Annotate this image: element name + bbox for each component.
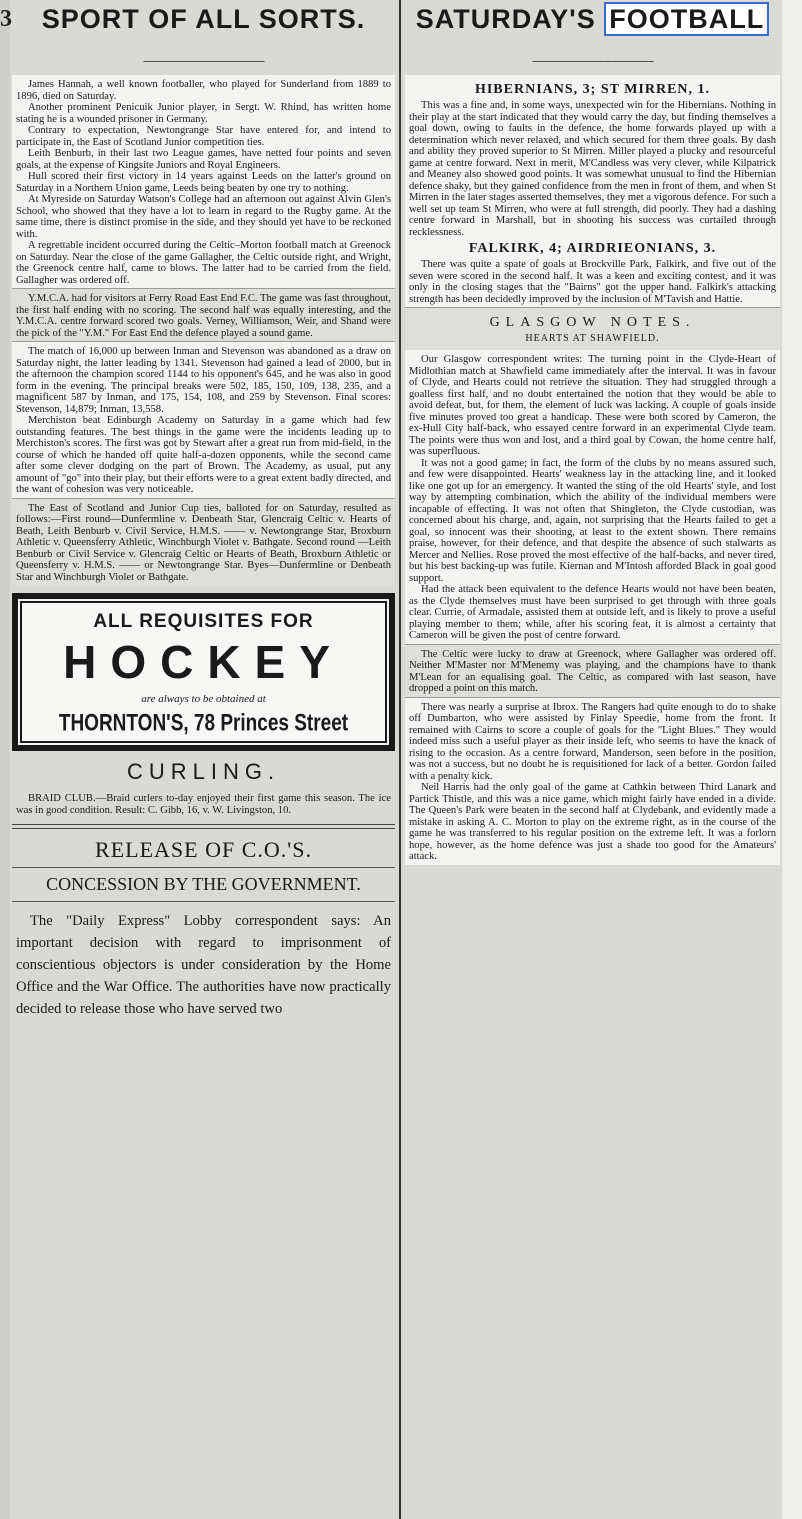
ornament-rule (405, 54, 780, 69)
paragraph: It was not a good game; in fact, the form of the clubs by no means assured such, and few were disappointed. Hearts' weakness lay in the attacking line, and it looked like one got up for an emergency. It wanted the sting of the old Hearts' style, and lost way by attempting combination, which the ability of the individual members were incapable of effecting. It was not often that Shingleton, the Clyde custodian, was concerned about his charge, and, again, not surprising that the Hearts failed to get a goal, so innocent was their shooting, at least to the extent shown. There remains praise, however, for their defence, and that despite the absence of such stalwarts as Mercer and Nellies. Rose proved the most effective of the half-backs, and never tired, but his best backing-up was futile. Kiernan and M'Intosh afforded Black in goal good support. (409, 457, 776, 584)
hibs-report (405, 75, 780, 307)
paragraph: Leith Benburb, in their last two League games, have netted four points and seven goals, at the expense of Kingsite Juniors and Royal Engineers. (16, 148, 391, 171)
match-title: FALKIRK, 4; AIRDRIEONIANS, 3. (468, 241, 717, 256)
paragraph: Merchiston beat Edinburgh Academy on Saturday in a game which had few outstanding features. The best things in the game were the incidents leading up to Merchiston's scores. The first was got by Stewart after a great run from mid-field, in the course of which he handed off quite half-a-dozen opponents, while the second came after some clever dodging on the part of Brown. The Academy, as usual, put any amount of "go" into their play, but their efforts were to a great extent badly directed, and the want of cohesion was very noticeable. (16, 415, 391, 495)
football-header-highlight: FOOTBALL (604, 2, 769, 36)
sport-header: SPORT OF ALL SORTS. (41, 4, 366, 34)
paragraph: Hull scored their first victory in 14 years against Leeds on the latter's ground on Saturday in a Northern Union game, Leeds being beaten by one try to nothing. (16, 171, 391, 194)
paragraph: James Hannah, a well known footballer, who played for Sunderland from 1889 to 1896, died on Saturday. (16, 79, 391, 102)
left-column (12, 0, 395, 1519)
paragraph: Neil Harris had the only goal of the game at Cathkin between Third Lanark and Partick Thistle, and this was a nice game, which might fairly have ended in a divide. The Queen's Park were beaten in the second half at Clydebank, and evidently made a mistake in asking A. C. Morton to play on the extreme right, as in the course of the game he was transferred to his regular position on the extreme left. It was a forlorn hope, however, as the home defence was just a shade too good for the Amateurs' attack. (409, 782, 776, 862)
edge-fragment: 3 (0, 6, 12, 32)
ymca-note (12, 288, 395, 341)
football-header-prefix: SATURDAY'S (415, 4, 596, 34)
cup-ties-note (12, 498, 395, 586)
section-subtitle: HEARTS AT SHAWFIELD. (525, 333, 660, 344)
curling-title: CURLING. (126, 759, 281, 784)
right-margin-strip (782, 0, 802, 1519)
paragraph: Y.M.C.A. had for visitors at Ferry Road East End F.C. The game was fast throughout, the first half ending with no scoring. The second half was equally interesting, and the Y.M.C.A. centre forward scored two goals. Verney, Williamson, Weir, and Shand were the pick of the "Y.M." For East End the defence played a sound game. (16, 293, 391, 339)
right-column (405, 0, 780, 1519)
paragraph: Had the attack been equivalent to the defence Hearts would not have been beaten, as the Clyde themselves must have been surprised to get through with three goals clear. Currie, of Armadale, assisted them at outside left, and is likely to prove a useful playing member to them; while, after his scoring feat, it is almost a certainty that Cameron will be given the post of centre forward. (409, 584, 776, 641)
billiards-note (12, 341, 395, 498)
ornament-rule (12, 54, 395, 69)
celtic-note (405, 644, 780, 697)
glasgow-notes (405, 307, 780, 350)
sport-notes (12, 75, 395, 288)
advert-subline: are always to be obtained at (141, 693, 266, 705)
paragraph: There was quite a spate of goals at Brockville Park, Falkirk, and five out of the seven were scored in the second half. It was a keen and exciting contest, and it was only in the closing stages that the "Bairns" got the upper hand. Falkirk's attacking strength has been decidedly improved by the inclusion of M'Tavish and Hattie. (409, 259, 776, 305)
release-title: RELEASE OF C.O.'S. (95, 837, 312, 862)
section-rule (12, 901, 395, 902)
section-title: GLASGOW NOTES. (489, 315, 696, 330)
concession-title: CONCESSION BY THE GOVERNMENT. (46, 874, 361, 894)
match-title: HIBERNIANS, 3; ST MIRREN, 1. (474, 82, 711, 97)
paragraph: Another prominent Penicuik Junior player, in Sergt. W. Rhind, has written home stating he is a wounded prisoner in Germany. (16, 102, 391, 125)
hockey-advert (12, 593, 395, 751)
paragraph: The "Daily Express" Lobby correspondent says: An important decision with regard to imprisonment of conscientious objectors is under consideration by the Home Office and the War Office. The authorities have now practically decided to release those who have served two (16, 913, 391, 1017)
glasgow-text (405, 350, 780, 644)
concession-text (12, 906, 395, 1022)
paragraph: A regrettable incident occurred during the Celtic–Morton football match at Greenock on Saturday. Near the close of the game Gallagher, the Celtic outside right, and Wright, the Greenock centre half, came to blows. The latter had to be carried from the field. Gallagher was ordered off. (16, 240, 391, 286)
football-header (405, 0, 780, 52)
advert-address: THORNTON'S, 78 Princes Street (58, 710, 349, 737)
rangers-note (405, 697, 780, 865)
paragraph: The East of Scotland and Junior Cup ties, balloted for on Saturday, resulted as follows:—First round—Dunfermline v. Denbeath Star, Glencraig Celtic v. Hearts of Beath, Leith Benburb v. Civil Service, H.M.S. —— v. Newtongrange Star, Broxburn Athletic v. Queensferry Athletic, Winchburgh Violet v. Bathgate. Second round —Leith Benburb or Civil Service v. Glencraig Celtic or Hearts of Beath, Broxburn Athletic or Queensferry v. H.M.S. —— or Newtongrange Star. Byes—Dunfermline or Denbeath Star and Winchburgh Violet or Bathgate. (16, 502, 391, 583)
section-rule (12, 824, 395, 829)
paragraph: Our Glasgow correspondent writes: The turning point in the Clyde-Heart of Midlothian match at Shawfield came immediately after the interval. It was in favour of Clyde, and Hearts could not retrieve the situation. They had struggled through a goalless first half, and no doubt entertained the notion that they would be able to avoid defeat, but, for them, the element of luck was lacking. A couple of goals inside five minutes proved too great a handicap. These were both scored by Cameron, the ex-Hull City half-back, who essayed centre forward in an experimental Clyde team. The points were thus won and lost, and a third goal by Cowan, the home centre half, was superfluous. (409, 354, 776, 457)
paragraph: Contrary to expectation, Newtongrange Star have entered for, and intend to participate in, the East of Scotland Junior competition ties. (16, 125, 391, 148)
advert-headline: HOCKEY (63, 636, 344, 688)
section-rule (12, 867, 395, 868)
left-margin-strip (0, 0, 10, 1519)
column-rule (399, 0, 401, 1519)
paragraph: There was nearly a surprise at Ibrox. The Rangers had quite enough to do to shake off Dumbarton, who were assisted by Finlay Speedie, home from the front. It remained with Cairns to score a couple of goals for the "Light Blues." They would indeed miss such a useful player as their inside left, who seems to have the knack of rising to the occasion. As a centre forward, Manderson, seen before in the position, was not a success, but no doubt he is requisitioned for lack of a better. Gordon failed with a penalty kick. (409, 701, 776, 782)
paragraph: BRAID CLUB.—Braid curlers to-day enjoyed their first game this season. The ice was in good condition. Result: C. Gibb, 16, v. W. Livingston, 10. (16, 793, 391, 816)
paragraph: The Celtic were lucky to draw at Greenock, where Gallagher was ordered off. Neither M'Master nor M'Menemy was playing, and the champions have to thank M'Lean for an equalising goal. The Celtic, as compared with last season, have dropped a point on this match. (409, 648, 776, 694)
paragraph: The match of 16,000 up between Inman and Stevenson was abandoned as a draw on Saturday night, the latter leading by 1341. Stevenson had gained a lead of 2000, but in the afternoon the champion scored 1144 to his opponent's 645, and he was also in good form in the evening. The principal breaks were 502, 185, 150, 109, 138, 235, and a magnificent 587 by Inman, and 175, 154, 108, and 259 by Stevenson. Final scores: Stevenson, 14,879; Inman, 13,558. (16, 346, 391, 415)
advert-tagline: ALL REQUISITES FOR (93, 611, 314, 632)
paragraph: This was a fine and, in some ways, unexpected win for the Hibernians. Nothing in their play at the start indicated that they would carry the day, but finding themselves a goal down, owing to faults in the defence, the home forwards played up with a determination which never relaxed, and which secured for them three goals. By dash and ability they proved superior to St Mirren. Miller played a plucky and resourceful game at centre forward. Next in merit, M'Candless was very clever, while Kilpatrick and Meaney also showed good points. It was somewhat unusual to find the Hibernian defence shaky, but they gained confidence from the men in front of them, and when St Mirren in the later stages asserted themselves, they met a vigorous defence. For such a well set up team St Mirren, who were at full strength, did poorly. They had a dashing centre forward in Marshall, but in shooting his success was curtailed through recklessness. (409, 100, 776, 238)
paragraph: At Myreside on Saturday Watson's College had an afternoon out against Alvin Glen's School, who showed that they have a lot to learn in regard to the Rugby game. At the same time, there is distinct promise in the side, and they should yet have to be reckoned with. (16, 194, 391, 240)
curling-note (12, 789, 395, 818)
